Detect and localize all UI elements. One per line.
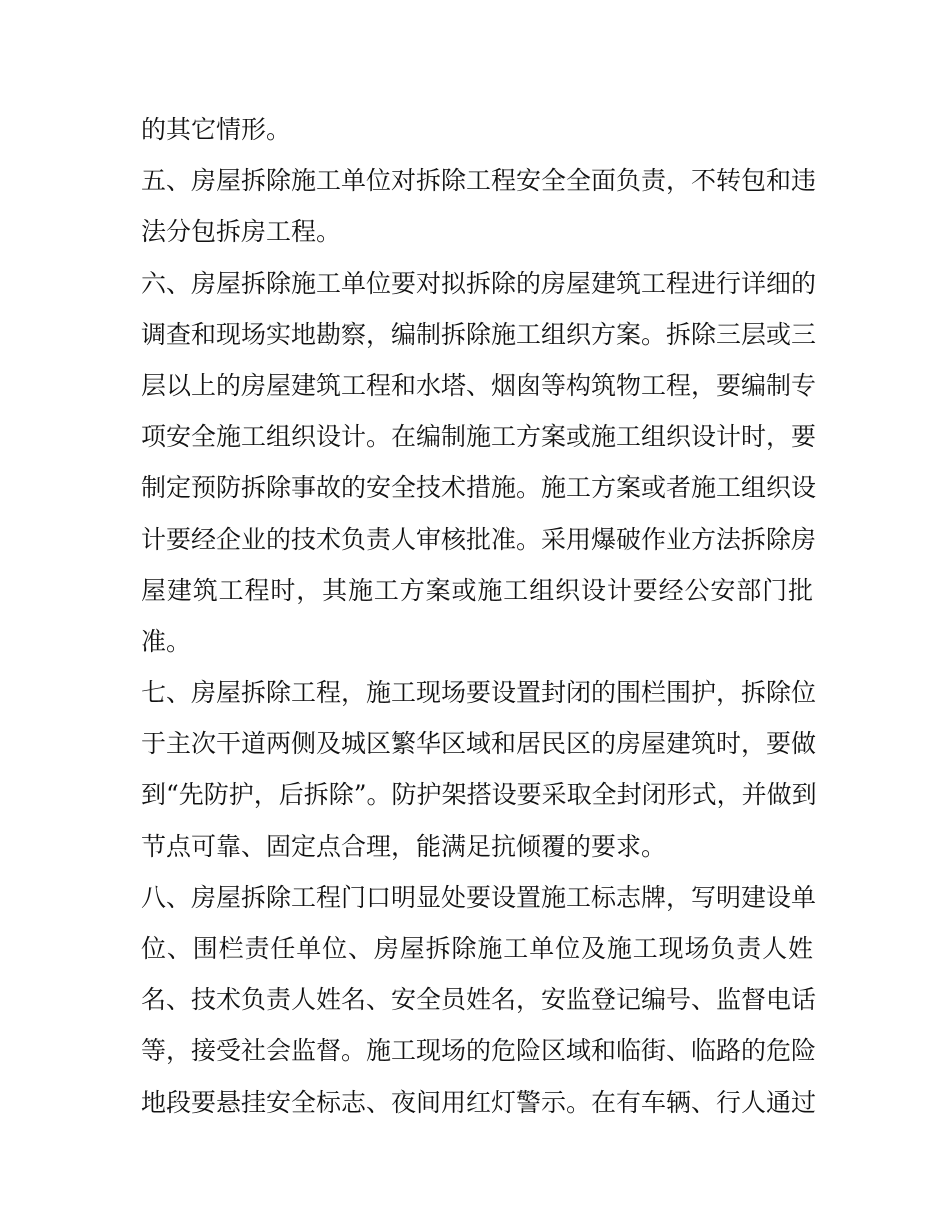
text-line: 计要经企业的技术负责人审核批准。采用爆破作业方法拆除房 [141, 524, 817, 554]
text-line: 五、房屋拆除施工单位对拆除工程安全全面负责，不转包和违 [141, 166, 817, 196]
text-line: 七、房屋拆除工程，施工现场要设置封闭的围栏围护，拆除位 [141, 678, 817, 708]
text-line: 项安全施工组织设计。在编制施工方案或施工组织设计时，要 [141, 422, 817, 452]
text-line: 准。 [141, 626, 192, 656]
text-line: 制定预防拆除事故的安全技术措施。施工方案或者施工组织设 [141, 473, 817, 503]
text-line: 八、房屋拆除工程门口明显处要设置施工标志牌，写明建设单 [141, 882, 817, 912]
text-line: 层以上的房屋建筑工程和水塔、烟囱等构筑物工程，要编制专 [141, 370, 817, 400]
text-line: 屋建筑工程时，其施工方案或施工组织设计要经公安部门批 [141, 575, 813, 605]
text-line: 节点可靠、固定点合理，能满足抗倾覆的要求。 [141, 831, 667, 861]
text-line: 于主次干道两侧及城区繁华区域和居民区的房屋建筑时，要做 [141, 729, 817, 759]
text-line: 法分包拆房工程。 [141, 217, 342, 247]
text-line: 位、围栏责任单位、房屋拆除施工单位及施工现场负责人姓 [141, 934, 813, 963]
text-line: 地段要悬挂安全标志、夜间用红灯警示。在有车辆、行人通过 [141, 1087, 817, 1117]
text-line: 到“先防护，后拆除”。防护架搭设要采取全封闭形式，并做到 [141, 780, 817, 810]
text-line: 六、房屋拆除施工单位要对拟拆除的房屋建筑工程进行详细的 [141, 268, 817, 298]
body-text [141, 104, 817, 1128]
text-line: 调查和现场实地勘察，编制拆除施工组织方案。拆除三层或三 [141, 319, 817, 349]
text-line: 名、技术负责人姓名、安全员姓名，安监登记编号、监督电话 [141, 985, 817, 1015]
text-line: 的其它情形。 [141, 115, 292, 144]
text-line: 等，接受社会监督。施工现场的危险区域和临街、临路的危险 [141, 1036, 817, 1066]
